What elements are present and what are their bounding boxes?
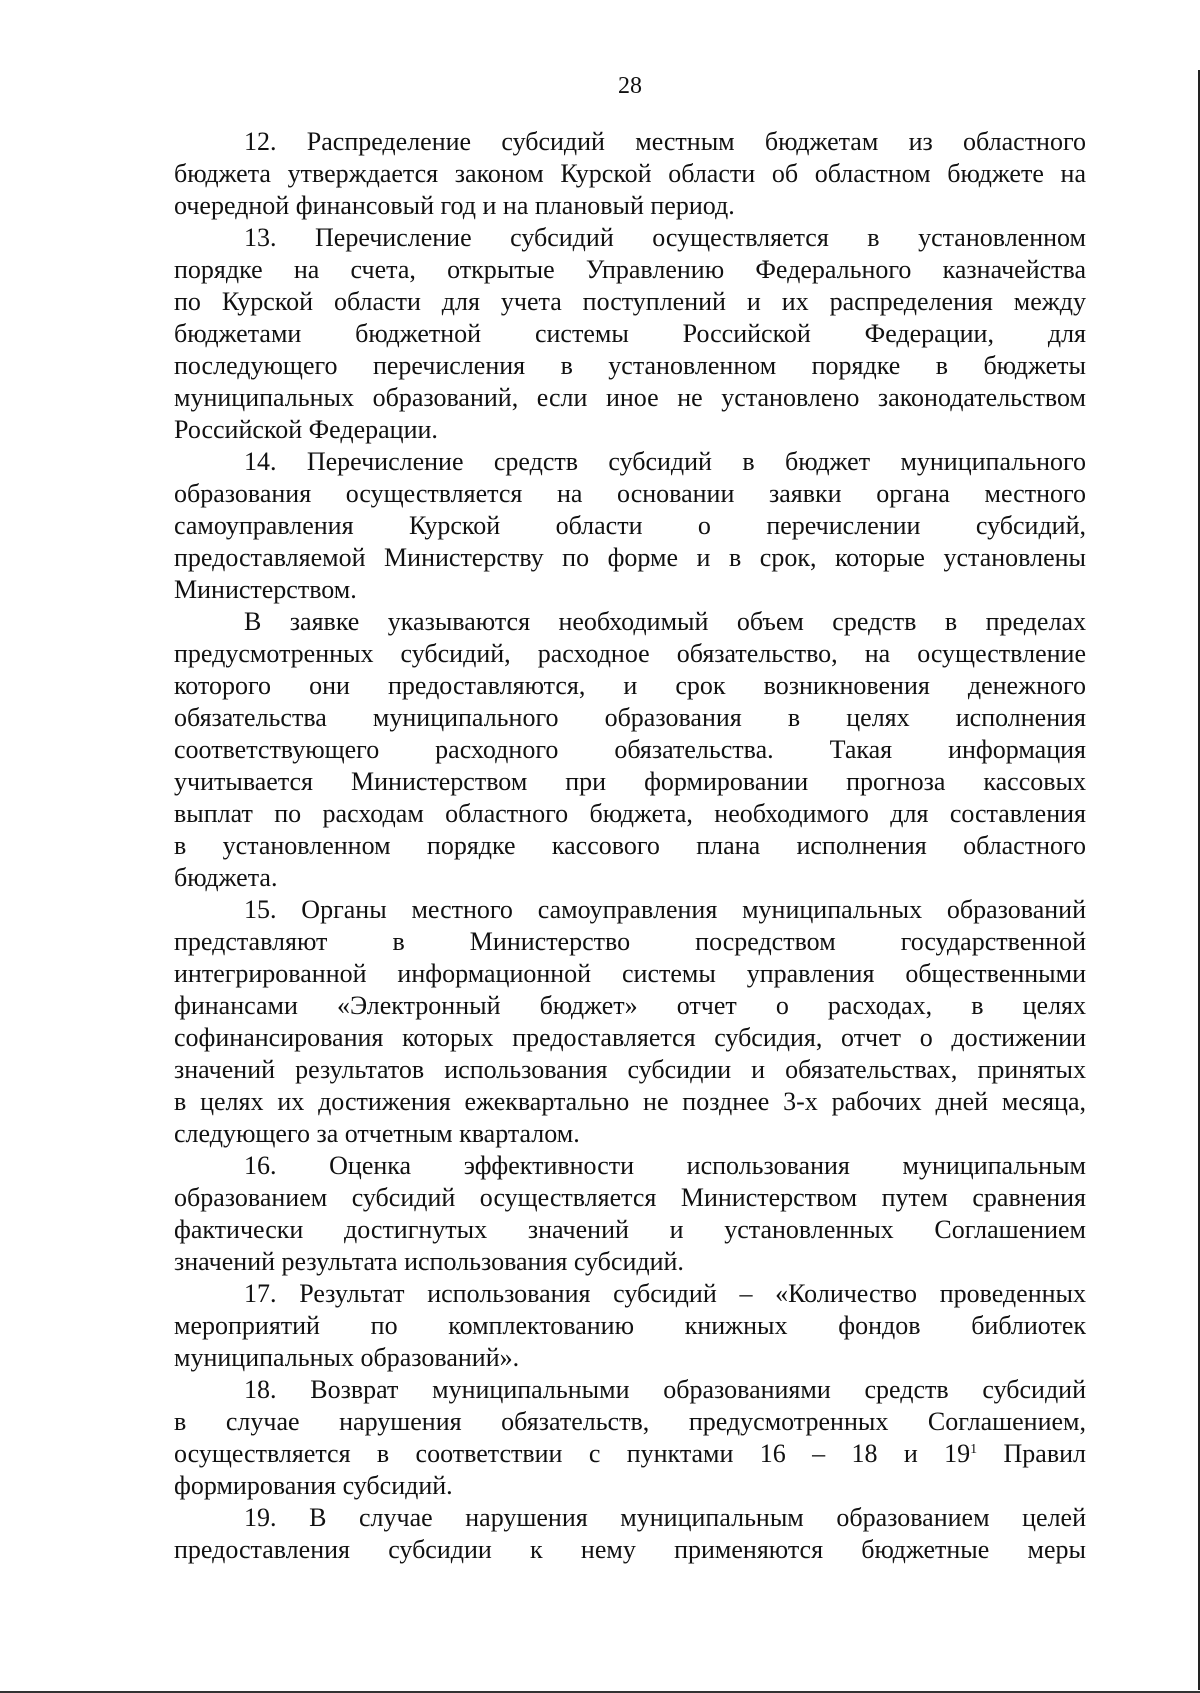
text-line: образованием субсидий осуществляется Министерством путем сравнения	[174, 1183, 1086, 1212]
text-line: 13. Перечисление субсидий осуществляется в установленном	[244, 223, 1086, 252]
text-line: финансами «Электронный бюджет» отчет о расходах, в целях	[174, 991, 1086, 1020]
text-line: выплат по расходам областного бюджета, необходимого для составления	[174, 799, 1086, 828]
text-line: предоставления субсидии к нему применяются бюджетные меры	[174, 1535, 1086, 1564]
text-line: Министерством.	[174, 575, 357, 604]
text-line: представляют в Министерство посредством государственной	[174, 927, 1086, 956]
paragraph	[174, 1278, 1086, 1374]
text-line: интегрированной информационной системы управления общественными	[174, 959, 1086, 988]
text-line: 14. Перечисление средств субсидий в бюджет муниципального	[244, 447, 1086, 476]
paragraph	[174, 894, 1086, 1150]
text-line: В заявке указываются необходимый объем средств в пределах	[244, 607, 1086, 636]
text-line: последующего перечисления в установленном порядке в бюджеты	[174, 351, 1086, 380]
paragraph	[174, 1374, 1086, 1502]
text-line: формирования субсидий.	[174, 1471, 453, 1500]
text-line: порядке на счета, открытые Управлению Федерального казначейства	[174, 255, 1086, 284]
page-number: 28	[618, 73, 642, 99]
text-line: Российской Федерации.	[174, 415, 438, 444]
paragraph	[174, 606, 1086, 894]
text-line: в целях их достижения ежеквартально не позднее 3-х рабочих дней месяца,	[174, 1087, 1086, 1116]
text-line: 17. Результат использования субсидий – «Количество проведенных	[244, 1279, 1086, 1308]
text-line: бюджета.	[174, 863, 278, 892]
text-line: обязательства муниципального образования в целях исполнения	[174, 703, 1086, 732]
text-line: значений результатов использования субсидии и обязательствах, принятых	[174, 1055, 1086, 1084]
text-line: фактически достигнутых значений и установленных Соглашением	[174, 1215, 1086, 1244]
text-line: бюджета утверждается законом Курской области об областном бюджете на	[174, 159, 1086, 188]
text-line: значений результата использования субсидий.	[174, 1247, 684, 1276]
text-line: софинансирования которых предоставляется субсидия, отчет о достижении	[174, 1023, 1086, 1052]
body-text	[174, 126, 1086, 1566]
text-line: предоставляемой Министерству по форме и в срок, которые установлены	[174, 543, 1086, 572]
text-line: муниципальных образований, если иное не установлено законодательством	[174, 383, 1086, 412]
text-line: которого они предоставляются, и срок возникновения денежного	[174, 671, 1086, 700]
paragraph	[174, 126, 1086, 222]
text-line: соответствующего расходного обязательства. Такая информация	[174, 735, 1086, 764]
text-fragment: Правил	[977, 1439, 1087, 1468]
text-line: 12. Распределение субсидий местным бюджетам из областного	[244, 127, 1086, 156]
paragraph	[174, 1502, 1086, 1566]
paragraph	[174, 446, 1086, 606]
text-line: 18. Возврат муниципальными образованиями средств субсидий	[244, 1375, 1086, 1404]
paragraph	[174, 222, 1086, 446]
text-line: самоуправления Курской области о перечислении субсидий,	[174, 511, 1086, 540]
text-line: очередной финансовый год и на плановый период.	[174, 191, 735, 220]
text-line: в установленном порядке кассового плана исполнения областного	[174, 831, 1086, 860]
text-line: в случае нарушения обязательств, предусмотренных Соглашением,	[174, 1407, 1086, 1436]
text-line: следующего за отчетным кварталом.	[174, 1119, 580, 1148]
text-line: учитывается Министерством при формировании прогноза кассовых	[174, 767, 1086, 796]
text-line: предусмотренных субсидий, расходное обязательство, на осуществление	[174, 639, 1086, 668]
text-line: осуществляется в соответствии с пунктами 16 – 18 и $19^1$ Правил	[174, 1439, 1087, 1468]
text-line: по Курской области для учета поступлений и их распределения между	[174, 287, 1086, 316]
text-line: 15. Органы местного самоуправления муниципальных образований	[244, 895, 1086, 924]
text-line: муниципальных образований».	[174, 1343, 520, 1372]
paragraph	[174, 1150, 1086, 1278]
text-line: 19. В случае нарушения муниципальным образованием целей	[244, 1503, 1086, 1532]
footnote-superscript: 1	[970, 1442, 978, 1457]
text-line: 16. Оценка эффективности использования муниципальным	[244, 1151, 1086, 1180]
text-line: мероприятий по комплектованию книжных фондов библиотек	[174, 1311, 1086, 1340]
text-line: бюджетами бюджетной системы Российской Федерации, для	[174, 319, 1086, 348]
text-line: образования осуществляется на основании заявки органа местного	[174, 479, 1086, 508]
